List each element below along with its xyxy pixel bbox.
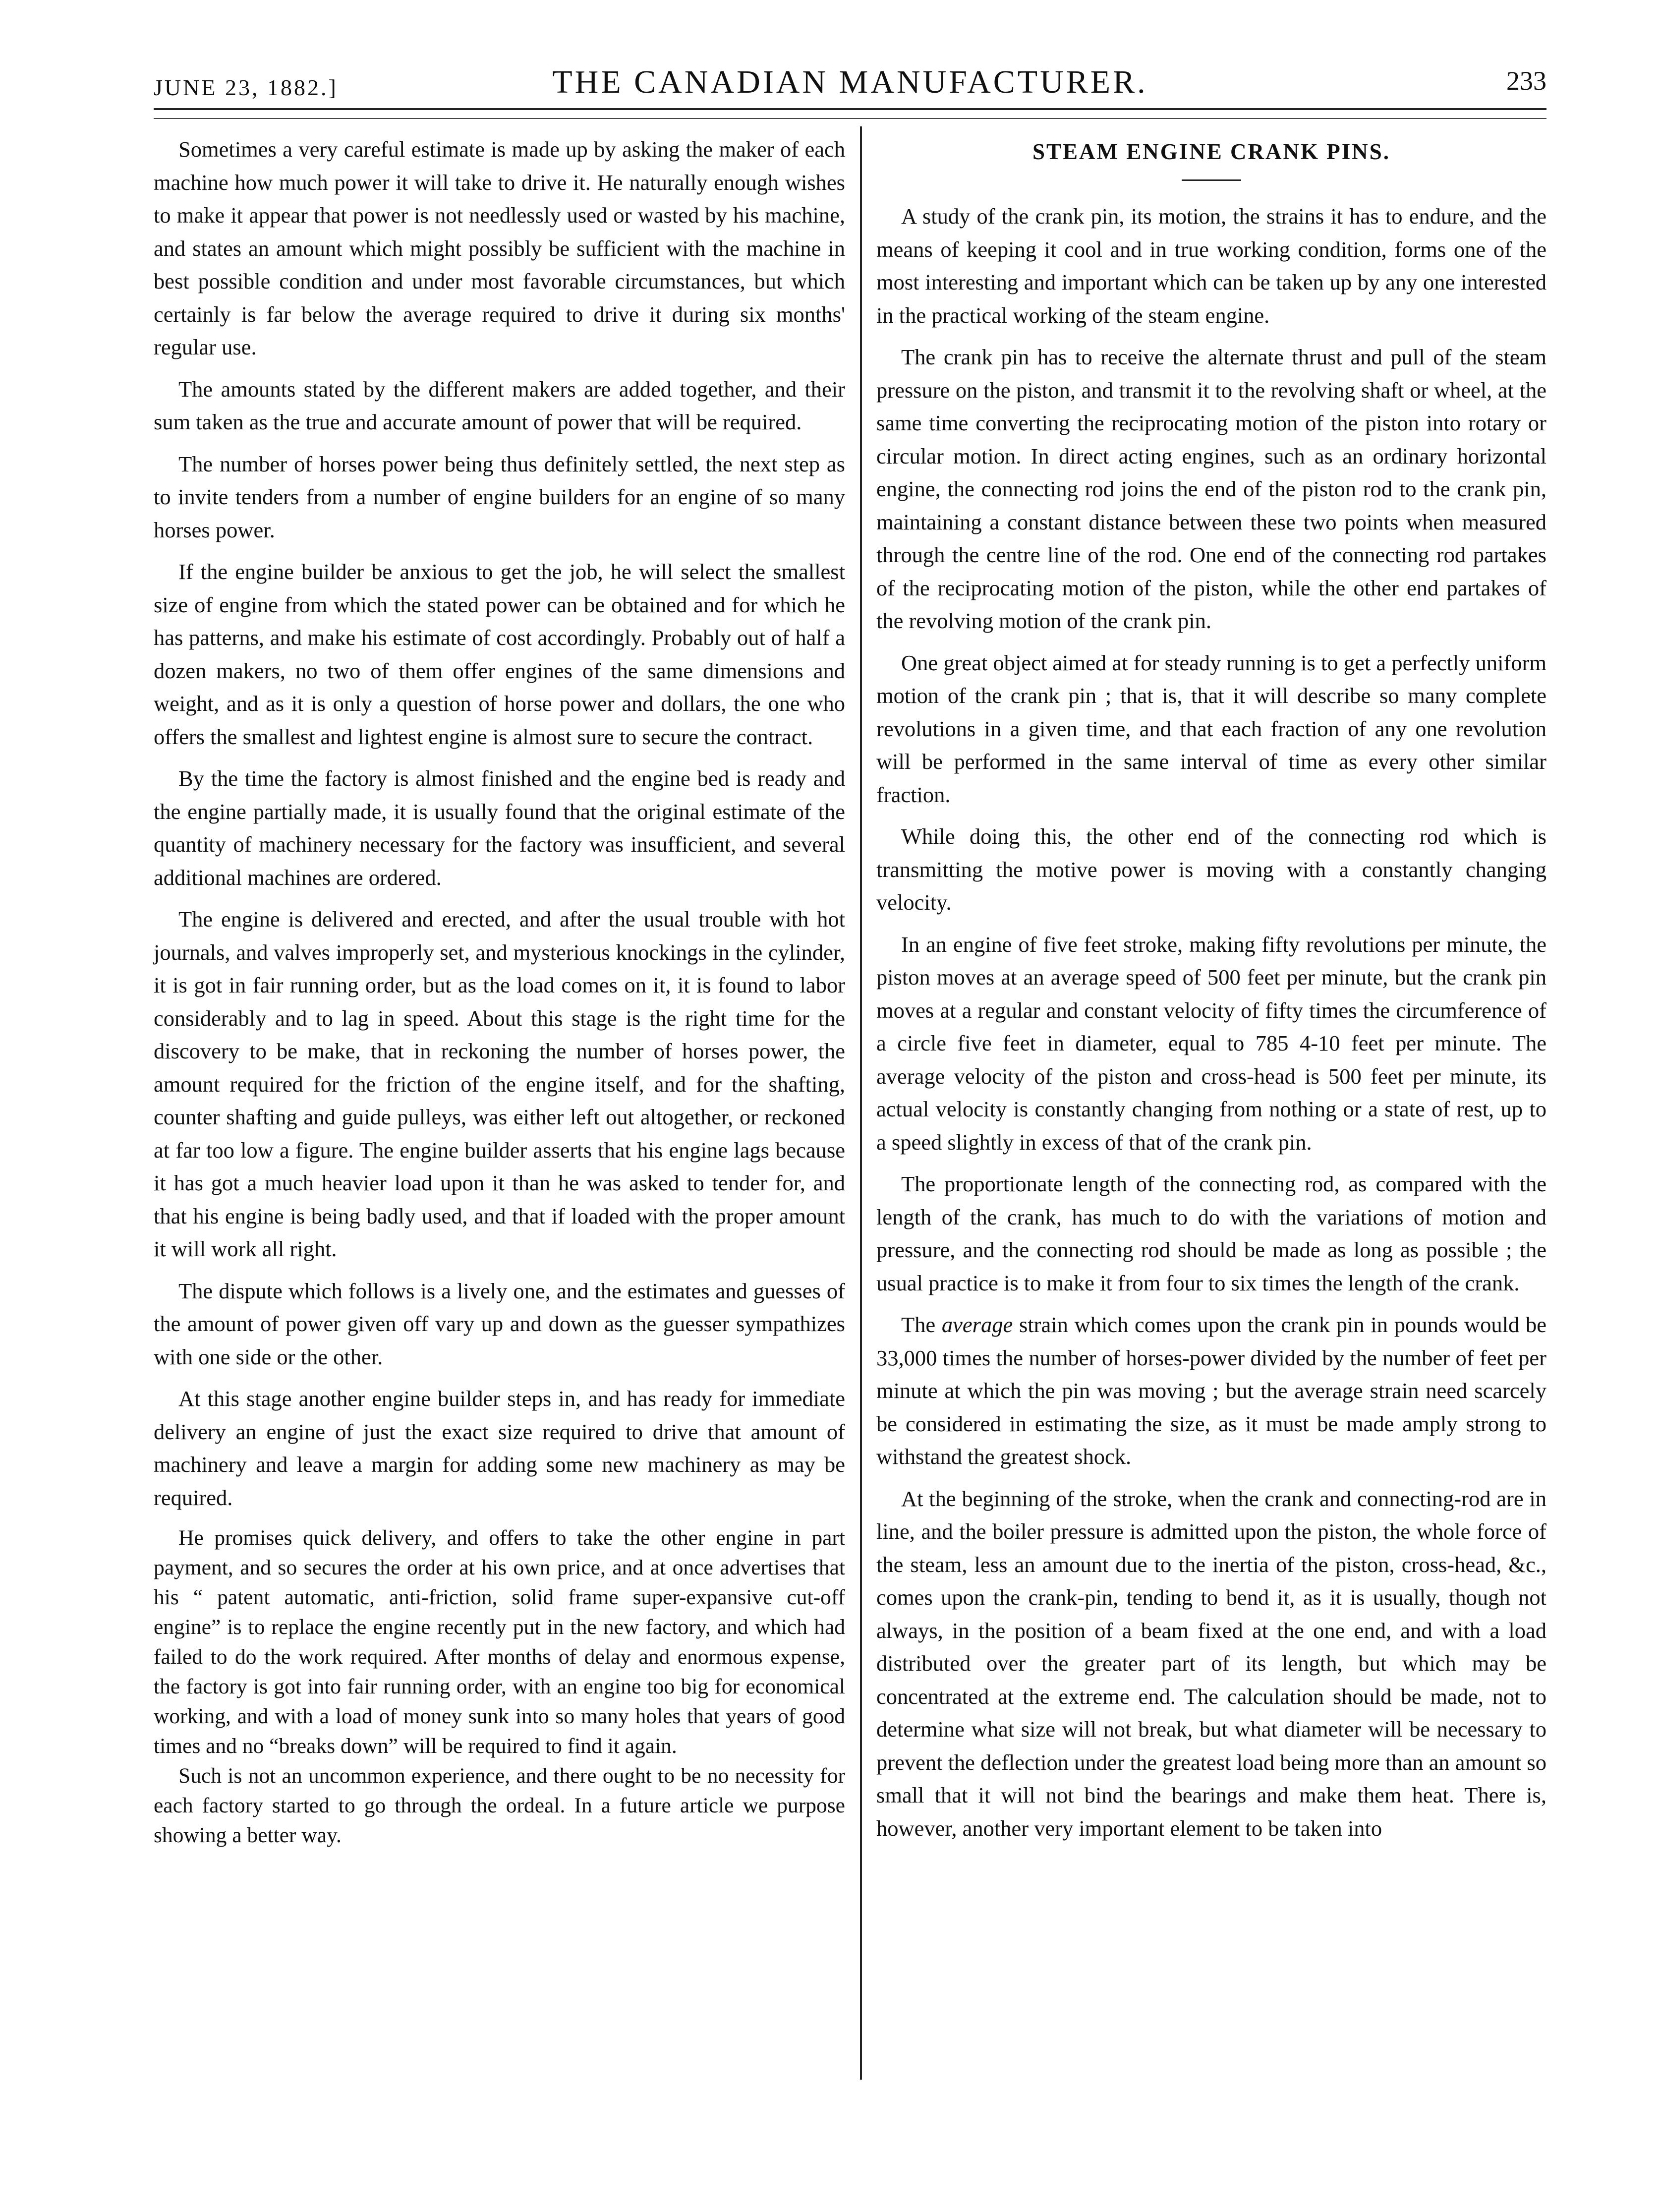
paragraph-average [876,1308,1546,1473]
paragraph: At this stage another engine builder steps in, and has ready for immediate delivery an engine of just the exact size required to drive that amount of machinery and leave a margin for adding some new machinery as may be required. [154,1386,845,1510]
paragraph: A study of the crank pin, its motion, the strains it has to endure, and the means of keeping it cool and in true working condition, forms one of the most interesting and important which can be taken up by any one interested in the practical working of the steam engine. [876,204,1546,328]
paragraph: He promises quick delivery, and offers to take the other engine in part payment, and so secures the order at his own price, and at once advertises that his “ patent automatic, anti-friction, solid frame super-expansive cut-off engine” is to replace the engine recently put in the new factory, and which had failed to do the work required. After months of delay and enormous expense, the factory is got into fair running order, with an engine too big for economical working, and with a load of money sunk into so many holes that years of good times and no “breaks down” will be required to find it again. [154,1526,845,1758]
header-rule [154,108,1546,110]
paragraph: By the time the factory is almost finished and the engine bed is ready and the engine partially made, it is usually found that the original estimate of the quantity of machinery necessary for the factory was insufficient, and several additional machines are ordered. [154,766,845,890]
paragraph: Sometimes a very careful estimate is made up by asking the maker of each machine how much power it will take to drive it. He naturally enough wishes to make it appear that power is not needlessly used or wasted by his machine, and states an amount which might possibly be sufficient with the machine in best possible condition and under most favorable circumstances, but which certainly is far below the average required to drive it during six months' regular use. [154,137,845,359]
publication-title: THE CANADIAN MANUFACTURER. [552,64,1148,100]
paragraph: The amounts stated by the different makers are added together, and their sum taken as the true and accurate amount of power that will be required. [154,376,845,434]
page-number: 233 [1506,66,1546,96]
title-rule [1182,179,1241,181]
paragraph: At the beginning of the stroke, when the crank and connecting-rod are in line, and the boiler pressure is admitted upon the piston, the whole force of the steam, less an amount due to the inertia of the piston, cross-head, &c., comes upon the crank-pin, tending to bend it, as it is usually, though not always, in the position of a beam fixed at the one end, and with a load distributed over the greater part of its length, but which may be concentrated at the extreme end. The calculation should be made, not to determine what size will not break, but what diameter will be necessary to prevent the deflection under the greatest load being more than an amount so small that it will not bind the bearings and make them heat. There is, however, another very important element to be taken into [876,1486,1546,1841]
paragraph: The proportionate length of the connecting rod, as compared with the length of the crank, has much to do with the variations of motion and pressure, and the connecting rod should be made as long as possible ; the usual practice is to make it from four to six times the length of the crank. [876,1171,1546,1295]
paragraph: One great object aimed at for steady running is to get a perfectly uniform motion of the crank pin ; that is, that it will describe so many complete revolutions in a given time, and that each fraction of any one revolution will be performed in the same interval of time as every other similar fraction. [876,650,1546,807]
italic-word: average [941,1312,1013,1337]
right-column [876,133,1546,1854]
paragraph: In an engine of five feet stroke, making fifty revolutions per minute, the piston moves at an average speed of 500 feet per minute, but the crank pin moves at a regular and constant velocity of fifty times the circumference of a circle five feet in diameter, equal to 785 4-10 feet per minute. The average velocity of the piston and cross-head is 500 feet per minute, its actual velocity is constantly changing from nothing or a state of rest, up to a speed slightly in excess of that of the crank pin. [876,931,1546,1155]
text-run: The [901,1312,942,1337]
paragraph: The crank pin has to receive the alternate thrust and pull of the steam pressure on the piston, and transmit it to the revolving shaft or wheel, at the same time converting the reciprocating motion of the piston into rotary or circular motion. In direct acting engines, such as an ordinary horizontal engine, the connecting rod joins the end of the piston rod to the crank pin, maintaining a constant distance between these two points when measured through the centre line of the rod. One end of the connecting rod partakes of the reciprocating motion of the piston, while the other end partakes of the revolving motion of the crank pin. [876,345,1546,633]
paragraph: While doing this, the other end of the connecting rod which is transmitting the motive power is moving with a constantly changing velocity. [876,824,1546,915]
left-column [154,133,845,1850]
issue-date: JUNE 23, 1882.] [154,75,338,100]
text-run: strain which comes upon the crank pin in pounds would be 33,000 times the number of horses-power divided by the number of feet per minute at which the pin was moving ; but the average strain need scarcely be considered in estimating the size, as it must be made amply strong to withstand the greatest shock. [876,1312,1546,1469]
page-header [154,59,1546,124]
paragraph: The engine is delivered and erected, and after the usual trouble with hot journals, and valves improperly set, and mysterious knockings in the cylinder, it is got in fair running order, but as the load comes on it, it is found to labor considerably and to lag in speed. About this stage is the right time for the discovery to be make, that in reckoning the number of horses power, the amount required for the friction of the engine itself, and for the shafting, counter shafting and guide pulleys, was either left out altogether, or reckoned at far too low a figure. The engine builder asserts that his engine lags because it has got a much heavier load upon it than he was asked to tender for, and that his engine is being badly used, and that if loaded with the proper amount it will work all right. [154,907,845,1261]
paragraph: Such is not an uncommon experience, and there ought to be no necessity for each factory started to go through the ordeal. In a future article we purpose showing a better way. [154,1764,845,1847]
header-rule-thin [154,118,1546,119]
paragraph: The dispute which follows is a lively one, and the estimates and guesses of the amount of power given off vary up and down as the guesser sympathizes with one side or the other. [154,1278,845,1369]
paragraph: The number of horses power being thus definitely settled, the next step as to invite tenders from a number of engine builders for an engine of so many horses power. [154,451,845,542]
column-divider [860,126,862,2080]
paragraph: If the engine builder be anxious to get the job, he will select the smallest size of engine from which the stated power can be obtained and for which he has patterns, and make his estimate of cost accordingly. Probably out of half a dozen makers, no two of them offer engines of the same dimensions and weight, and as it is only a question of horse power and dollars, the one who offers the smallest and lightest engine is almost sure to secure the contract. [154,559,845,749]
article-title: STEAM ENGINE CRANK PINS. [1032,139,1391,164]
